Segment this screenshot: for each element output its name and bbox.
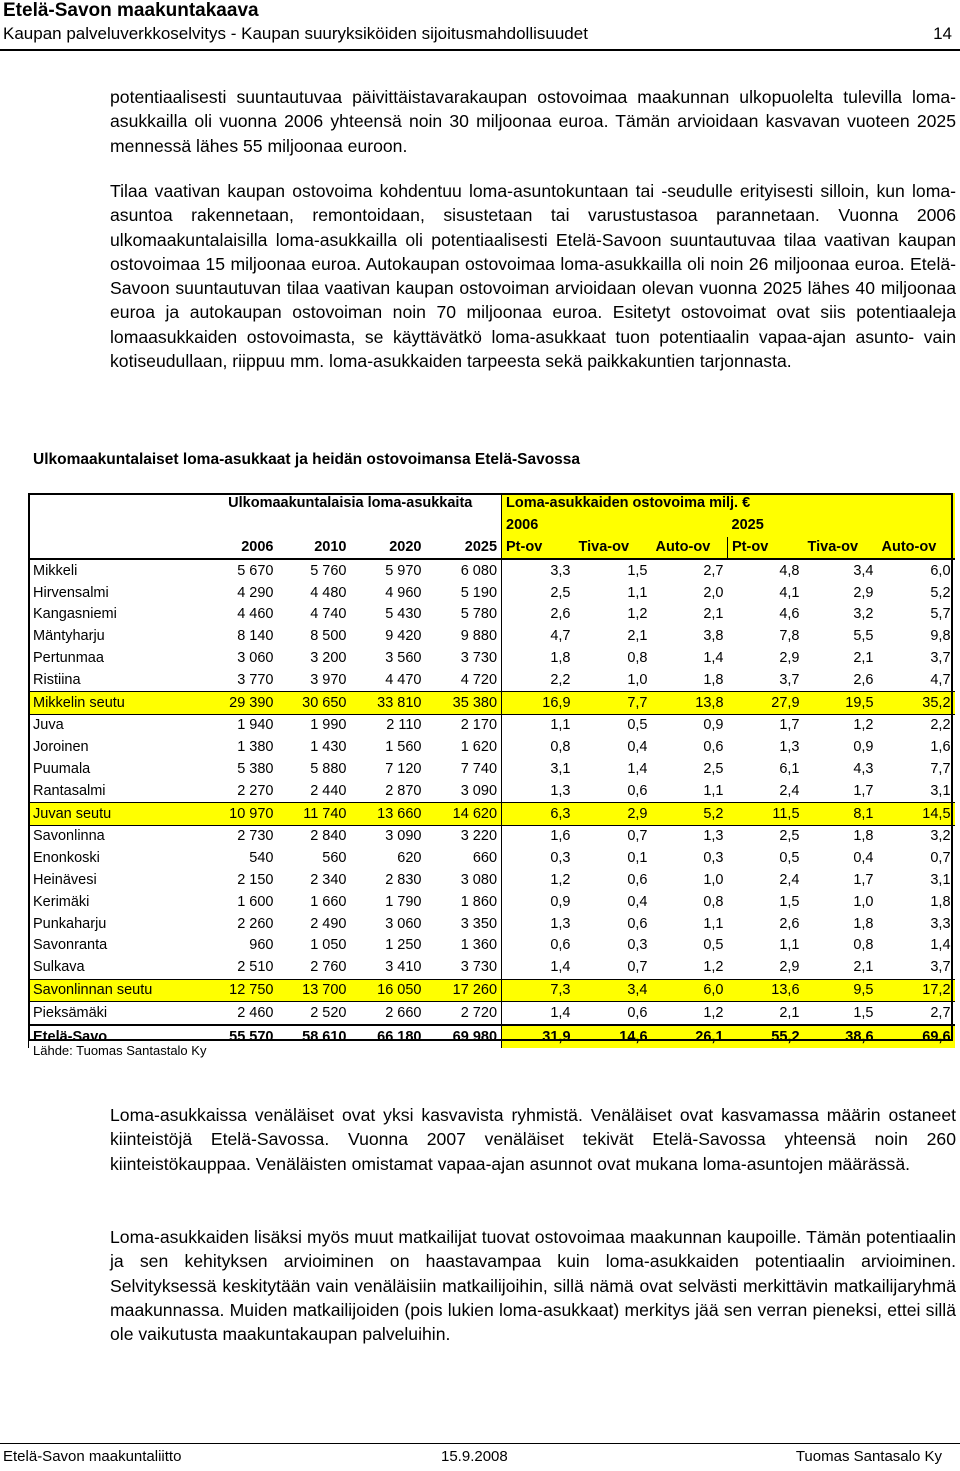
table-cell: 3,7 [779,671,800,688]
table-cell: 2 660 [385,1004,422,1021]
table-cell: 3,1 [550,760,571,777]
table-cell: 1,3 [779,739,800,756]
table-cell: 5,7 [930,606,951,623]
table-cell: 66 180 [351,1025,426,1048]
table-cell: 9 880 [426,626,502,648]
table-row [29,891,955,913]
subtotal-row [29,979,955,1002]
table-cell: 1,8 [853,915,874,932]
table-cell: 3,8 [703,628,724,645]
table-cell: 2 490 [310,915,347,932]
paragraph-3: Loma-asukkaissa venäläiset ovat yksi kasvavista ryhmistä. Venäläiset ovat kasvamassa määrin ostaneet kiinteistöjä Etelä-Savossa. Vuonna 2007 venäläiset tekivät Etelä-Savossa yhteensä noin 260 kiinteistökauppaa. Venäläisten omistamat vapaa-ajan asunnot ovat mukana loma-asuntojen määrässä. [110,1105,956,1174]
table-cell: 5,5 [853,628,874,645]
table-cell: 2,2 [930,717,951,734]
table-cell: 2,6 [779,915,800,932]
table-cell: 0,3 [627,937,648,954]
table-row [29,626,955,648]
table-cell: 5 970 [385,562,422,579]
column-header: 2006 [200,537,278,560]
table-cell: 3,7 [930,959,951,976]
table-cell: 4,8 [779,562,800,579]
table-cell: 0,3 [550,850,571,867]
table-cell: 0,8 [550,739,571,756]
table-cell: 2,5 [779,828,800,845]
table-row [29,825,955,847]
table-row [29,780,955,802]
table-row [29,913,955,935]
table-cell: 4,3 [853,760,874,777]
table-cell: 3 060 [237,649,274,666]
table-cell: 6,3 [502,803,575,826]
column-header: 2010 [278,537,351,560]
table-cell: 2 830 [385,871,422,888]
table-cell: 33 810 [351,692,426,715]
table-cell: 1,6 [930,739,951,756]
table-cell: 2,6 [853,671,874,688]
table-cell: 0,7 [627,828,648,845]
footer-organization: Etelä-Savon maakuntaliitto [3,1448,182,1465]
table-cell: 7 740 [426,759,502,781]
table-cell: 2 110 [386,717,422,734]
table-cell: 55 570 [200,1025,278,1048]
table-cell: 0,8 [703,893,724,910]
table-cell: 13,8 [652,692,728,715]
row-label: Savonranta [29,935,200,957]
table-cell: 1,8 [853,828,874,845]
table-cell: 3,2 [930,828,951,845]
table-cell: 0,9 [703,717,724,734]
table-row [29,737,955,759]
table-cell: 5 880 [310,760,347,777]
table-cell: 1 050 [310,937,347,954]
table-cell: 11,5 [728,803,804,826]
table-cell: 1,5 [627,562,648,579]
table-cell: 0,3 [703,850,724,867]
table-column-header-row [29,537,955,560]
footer-divider [0,1443,960,1444]
table-cell: 1 250 [385,937,422,954]
group-header-right: Loma-asukkaiden ostovoima milj. € [502,493,955,515]
table-cell: 3 350 [426,913,502,935]
table-cell: 69 980 [426,1025,502,1048]
document-subtitle: Kaupan palveluverkkoselvitys - Kaupan suuryksiköiden sijoitusmahdollisuudet [3,24,588,43]
table-cell: 1,1 [703,915,724,932]
table-cell: 27,9 [728,692,804,715]
document-title: Etelä-Savon maakuntakaava [3,0,259,21]
table-cell: 0,6 [550,937,571,954]
table-cell: 2 510 [237,959,274,976]
table-cell: 5 760 [310,562,347,579]
table-cell: 1,6 [550,828,571,845]
table-cell: 2,0 [703,584,724,601]
table-cell: 2,1 [703,606,724,623]
table-cell: 2,1 [853,959,874,976]
table-cell: 1 380 [237,739,274,756]
table-cell: 3,4 [853,562,874,579]
table-cell: 1,8 [703,671,724,688]
table-cell: 13,6 [728,979,804,1002]
row-label: Mikkelin seutu [29,692,200,715]
table-row [29,604,955,626]
table-cell: 2,6 [550,606,571,623]
table-cell: 620 [397,850,422,867]
row-label: Mäntyharju [29,626,200,648]
table-cell: 1,2 [703,959,724,976]
table-cell: 1,1 [627,584,648,601]
table-cell: 16,9 [502,692,575,715]
table-row [29,935,955,957]
table-cell: 2,1 [853,649,874,666]
table-cell: 5 670 [237,562,274,579]
table-cell: 2 720 [426,1002,502,1025]
column-header: Auto-ov [878,537,955,560]
table-cell: 0,5 [779,850,800,867]
table-cell: 5 190 [426,582,502,604]
table-row [29,957,955,979]
table-cell: 2,9 [853,584,874,601]
table-cell: 6,0 [930,562,951,579]
table-cell: 29 390 [200,692,278,715]
year-header-2025: 2025 [728,515,955,537]
table-cell: 3 770 [237,671,274,688]
table-cell: 1 660 [310,893,347,910]
table-row [29,582,955,604]
row-label: Rantasalmi [29,780,200,802]
table-cell: 4,1 [779,584,800,601]
table-cell: 2 440 [310,782,347,799]
table-cell: 1,2 [853,717,874,734]
table-cell: 12 750 [200,979,278,1002]
table-cell: 2 340 [310,871,347,888]
column-header: Tiva-ov [575,537,652,560]
table-cell: 5,2 [652,803,728,826]
table-header-row-2 [29,515,955,537]
table-cell: 2 840 [310,828,347,845]
row-label: Joroinen [29,737,200,759]
table-cell: 2,1 [779,1004,800,1021]
table-cell: 17 260 [426,979,502,1002]
table-cell: 4 740 [310,606,347,623]
paragraph-4: Loma-asukkaiden lisäksi myös muut matkailijat tuovat ostovoimaa maakunnan kaupoille. Tämän potentiaalin ja sen kehityksen arvioiminen on haastavampaa kuin loma-asukkaiden potentiaalin arvioiminen. Selvityksessä keskitytään vain venäläisiin matkailijoihin, sillä nämä ovat selvästi merkittävin matkailijaryhmä maakunnassa. Muiden matkailijoiden (pois lukien loma-asukkaat) merkitys jää sen verran pieneksi, ettei sillä ole vaikutusta maakuntakaupan palveluihin. [110,1227,956,1345]
table-cell: 0,4 [627,739,648,756]
table-row [29,870,955,892]
row-label: Punkaharju [29,913,200,935]
table-cell: 1,0 [627,671,648,688]
table-cell: 30 650 [278,692,351,715]
table-cell: 14,6 [575,1025,652,1048]
table-cell: 1,2 [703,1004,724,1021]
group-header-left: Ulkomaakuntalaisia loma-asukkaita [200,493,502,515]
table-cell: 3,2 [853,606,874,623]
table-cell: 2,4 [779,782,800,799]
row-label: Hirvensalmi [29,582,200,604]
table-cell: 58 610 [278,1025,351,1048]
table-header-row-1 [29,493,955,515]
table-cell: 2,9 [575,803,652,826]
table-cell: 3,4 [575,979,652,1002]
table-cell: 31,9 [502,1025,575,1048]
table-cell: 3 080 [426,870,502,892]
year-header-2006: 2006 [502,515,728,537]
table-cell: 1,1 [550,717,571,734]
footer-author: Tuomas Santasalo Ky [795,1448,942,1465]
table-row [29,848,955,870]
table-cell: 3 730 [426,648,502,670]
row-label: Etelä-Savo [29,1025,200,1048]
column-header: Pt-ov [502,537,575,560]
table-cell: 5 780 [426,604,502,626]
table-cell: 0,5 [703,937,724,954]
table-cell: 2,9 [779,649,800,666]
table-cell: 3,3 [550,562,571,579]
table-cell: 1,5 [853,1004,874,1021]
table-cell: 1,3 [550,915,571,932]
column-header [29,537,200,560]
table-cell: 0,8 [627,649,648,666]
table-cell: 2,4 [779,871,800,888]
table-cell: 55,2 [728,1025,804,1048]
header-divider [0,49,960,51]
table-cell: 1,3 [550,782,571,799]
table-cell: 6 080 [426,559,502,582]
data-table [28,493,955,1048]
table-cell: 4 460 [237,606,274,623]
table-cell: 2,2 [550,671,571,688]
table-cell: 5 380 [237,760,274,777]
footer-date: 15.9.2008 [441,1448,508,1465]
table-cell: 1,7 [779,717,800,734]
table-cell: 0,5 [627,717,648,734]
table-cell: 1,2 [550,871,571,888]
table-cell: 26,1 [652,1025,728,1048]
table-cell: 3 970 [310,671,347,688]
table-cell: 1,3 [703,828,724,845]
column-header: Pt-ov [728,537,804,560]
table-cell: 3 220 [426,825,502,847]
table-cell: 6,1 [779,760,800,777]
column-header: Tiva-ov [804,537,878,560]
table-row [29,759,955,781]
table-cell: 7,3 [502,979,575,1002]
table-cell: 2 260 [237,915,274,932]
column-header: 2025 [426,537,502,560]
table-cell: 1,4 [550,959,571,976]
page-number: 14 [933,24,952,43]
table-cell: 4 960 [385,584,422,601]
table-cell: 2 520 [310,1004,347,1021]
table-cell: 14,5 [878,803,955,826]
row-label: Heinävesi [29,870,200,892]
table-cell: 1 940 [237,717,274,734]
table-cell: 7,7 [575,692,652,715]
table-cell: 2,7 [930,1004,951,1021]
table-cell: 1,7 [853,871,874,888]
table-cell: 9,8 [930,628,951,645]
table-cell: 5,2 [930,584,951,601]
row-label: Kangasniemi [29,604,200,626]
table-cell: 9,5 [804,979,878,1002]
table-cell: 3 090 [426,780,502,802]
table-cell: 0,7 [930,850,951,867]
table-cell: 2 150 [237,871,274,888]
table-cell: 35 380 [426,692,502,715]
table-cell: 1 990 [310,717,347,734]
table-cell: 13 700 [278,979,351,1002]
table-cell: 13 660 [351,803,426,826]
table-cell: 1,0 [703,871,724,888]
table-cell: 1,7 [853,782,874,799]
table-row [29,1002,955,1025]
table-cell: 8 140 [237,628,274,645]
column-header: 2020 [351,537,426,560]
table-cell: 1,4 [627,760,648,777]
subtotal-row [29,803,955,826]
table-caption: Ulkomaakuntalaiset loma-asukkaat ja heidän ostovoimansa Etelä-Savossa [33,451,581,468]
paragraph-2: Tilaa vaativan kaupan ostovoima kohdentuu loma-asuntokuntaan tai -seudulle erityisesti silloin, kun loma-asuntoa rakennetaan, remontoidaan, sisustetaan tai varustustasoa parannetaan. Vuonna 2006 ulkomaakuntalaisilla loma-asukkailla oli potentiaalisesti Etelä-Savoon suuntautuvaa tilaa vaativan kaupan ostovoimaa 15 miljoonaa euroa. Autokaupan ostovoimaa loma-asukkailla oli noin 26 miljoonaa euroa. Etelä-Savoon suuntautuvan tilaa vaativan kaupan ostovoiman arvioidaan olevan vuonna 2025 lähes 40 miljoonaa euroa ja autokaupan ostovoiman noin 70 miljoonaa euroa. Esitetyt ostovoimat ovat siis potentiaaleja lomaasukkaiden ostovoimasta, se käyttävätkö loma-asukkaat tuon potentiaalin vapaa-ajan asunto- vain kotiseudullaan, riippuu mm. loma-asukkaiden tarpeesta sekä paikkakuntien tarjonnasta. [110,181,956,372]
table-cell: 1,8 [930,893,951,910]
table-cell: 1 360 [426,935,502,957]
table-cell: 0,1 [627,850,648,867]
table-cell: 2,7 [703,562,724,579]
table-cell: 69,6 [878,1025,955,1048]
table-cell: 560 [322,850,347,867]
row-label: Puumala [29,759,200,781]
table-cell: 3 730 [426,957,502,979]
table-cell: 0,6 [627,871,648,888]
table-source: Lähde: Tuomas Santastalo Ky [33,1043,207,1058]
table-cell: 1 860 [426,891,502,913]
table-cell: 2 870 [385,782,422,799]
table-cell: 38,6 [804,1025,878,1048]
table-cell: 1,1 [779,937,800,954]
table-cell: 7,7 [930,760,951,777]
table-cell: 4 290 [237,584,274,601]
table-cell: 2 730 [237,828,274,845]
row-label: Enonkoski [29,848,200,870]
table-cell: 17,2 [878,979,955,1002]
table-cell: 6,0 [652,979,728,1002]
table-cell: 4,6 [779,606,800,623]
table-cell: 0,7 [627,959,648,976]
table-cell: 3 090 [385,828,422,845]
table-cell: 0,6 [627,915,648,932]
table-cell: 1 790 [385,893,422,910]
table-row [29,669,955,691]
table-cell: 1,2 [627,606,648,623]
table-cell: 1,0 [853,893,874,910]
table-cell: 10 970 [200,803,278,826]
table-cell: 0,9 [550,893,571,910]
table-cell: 35,2 [878,692,955,715]
table-cell: 8 500 [310,628,347,645]
table-cell: 1 600 [237,893,274,910]
table-cell: 0,8 [853,937,874,954]
table-cell: 540 [249,850,274,867]
row-label: Ristiina [29,669,200,691]
row-label: Juvan seutu [29,803,200,826]
table-cell: 3,7 [930,649,951,666]
table-cell: 1,8 [550,649,571,666]
table-cell: 1,4 [930,937,951,954]
row-label: Savonlinnan seutu [29,979,200,1002]
table-cell: 2 270 [237,782,274,799]
table-cell: 1 560 [385,739,422,756]
table-cell: 3 410 [385,959,422,976]
table-cell: 1,4 [550,1004,571,1021]
table-row [29,714,955,736]
column-header: Auto-ov [652,537,728,560]
table-cell: 2 170 [426,714,502,736]
table-row [29,559,955,582]
row-label: Kerimäki [29,891,200,913]
table-cell: 3 200 [310,649,347,666]
table-cell: 0,6 [627,782,648,799]
table-cell: 2 760 [310,959,347,976]
table-row [29,648,955,670]
table-cell: 0,9 [853,739,874,756]
table-cell: 3 060 [385,915,422,932]
table-cell: 8,1 [804,803,878,826]
table-cell: 16 050 [351,979,426,1002]
table-cell: 960 [249,937,274,954]
row-label: Mikkeli [29,559,200,582]
table-cell: 0,4 [853,850,874,867]
table-cell: 4,7 [930,671,951,688]
table-cell: 2,5 [550,584,571,601]
row-label: Savonlinna [29,825,200,847]
table-cell: 19,5 [804,692,878,715]
table-cell: 4 720 [426,669,502,691]
table-cell: 3 560 [385,649,422,666]
table-cell: 2 460 [237,1004,274,1021]
table-cell: 4,7 [550,628,571,645]
row-label: Pieksämäki [29,1002,200,1025]
table-cell: 0,4 [627,893,648,910]
subtotal-row [29,692,955,715]
table-cell: 2,9 [779,959,800,976]
table-cell: 1,4 [703,649,724,666]
table-cell: 1,5 [779,893,800,910]
table-cell: 1 430 [310,739,347,756]
table-cell: 660 [426,848,502,870]
row-label: Pertunmaa [29,648,200,670]
table-cell: 4 470 [385,671,422,688]
table-cell: 1,1 [703,782,724,799]
table-cell: 3,1 [930,782,951,799]
table-cell: 4 480 [310,584,347,601]
table-cell: 7,8 [779,628,800,645]
table-cell: 0,6 [627,1004,648,1021]
table-cell: 1 620 [426,737,502,759]
table-cell: 2,1 [627,628,648,645]
table-cell: 3,3 [930,915,951,932]
table-cell: 2,5 [703,760,724,777]
table-cell: 3,1 [930,871,951,888]
table-cell: 11 740 [278,803,351,826]
table-cell: 0,6 [703,739,724,756]
table-cell: 5 430 [385,606,422,623]
row-label: Juva [29,714,200,736]
row-label: Sulkava [29,957,200,979]
table-cell: 9 420 [385,628,422,645]
paragraph-1: potentiaalisesti suuntautuvaa päivittäistavarakaupan ostovoimaa maakunnan ulkopuolelta tulevilla loma-asukkailla oli vuonna 2006 yhteensä noin 30 miljoonaa euroa. Tämän arvioidaan kasvavan vuoteen 2025 mennessä lähes 55 miljoonaa euroon. [110,87,956,156]
table-cell: 7 120 [385,760,422,777]
table-cell: 14 620 [426,803,502,826]
